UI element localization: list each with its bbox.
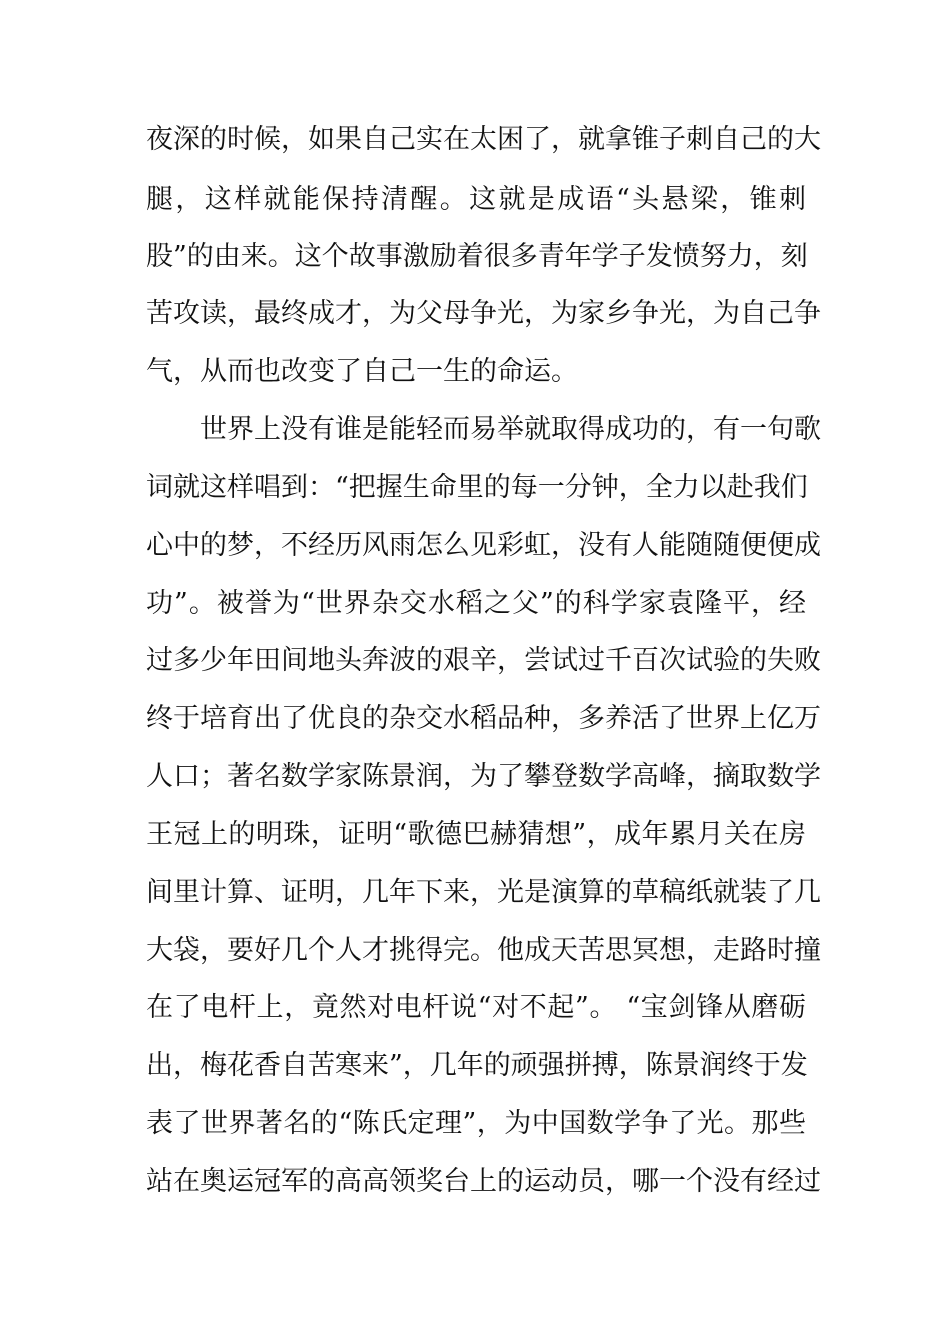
text-line: 大袋，要好几个人才挑得完。他成天苦思冥想，走路时撞: [146, 935, 821, 966]
text-line: 气，从而也改变了自己一生的命运。: [146, 356, 578, 387]
text-line: 苦攻读，最终成才，为父母争光，为家乡争光，为自己争: [146, 298, 821, 329]
text-line: 间里计算、证明，几年下来，光是演算的草稿纸就装了几: [146, 877, 821, 908]
text-line: 在了电杆上，竟然对电杆说“对不起”。 “宝剑锋从磨砺: [146, 992, 806, 1023]
text-line: 心中的梦，不经历风雨怎么见彩虹，没有人能随随便便成: [146, 530, 821, 561]
text-line: 出，梅花香自苦寒来”，几年的顽强拼搏，陈景润终于发: [146, 1050, 808, 1081]
text-line: 世界上没有谁是能轻而易举就取得成功的，有一句歌: [200, 414, 821, 445]
text-line: 夜深的时候，如果自己实在太困了，就拿锥子刺自己的大: [146, 124, 821, 155]
text-line: 腿，这样就能保持清醒。这就是成语“头悬梁，锥刺: [146, 184, 806, 215]
text-line: 过多少年田间地头奔波的艰辛，尝试过千百次试验的失败: [146, 645, 821, 676]
text-line: 功”。被誉为“世界杂交水稻之父”的科学家袁隆平，经: [146, 588, 806, 619]
text-line: 站在奥运冠军的高高领奖台上的运动员，哪一个没有经过: [146, 1166, 821, 1197]
text-line: 终于培育出了优良的杂交水稻品种，多养活了世界上亿万: [146, 703, 821, 734]
text-line: 表了世界著名的“陈氏定理”，为中国数学争了光。那些: [146, 1108, 806, 1139]
text-line: 股”的由来。这个故事激励着很多青年学子发愤努力，刻: [146, 241, 808, 272]
text-line: 词就这样唱到：“把握生命里的每一分钟，全力以赴我们: [146, 472, 808, 503]
text-line: 王冠上的明珠，证明“歌德巴赫猜想”，成年累月关在房: [146, 819, 806, 850]
text-line: 人口；著名数学家陈景润，为了攀登数学高峰，摘取数学: [146, 761, 821, 792]
